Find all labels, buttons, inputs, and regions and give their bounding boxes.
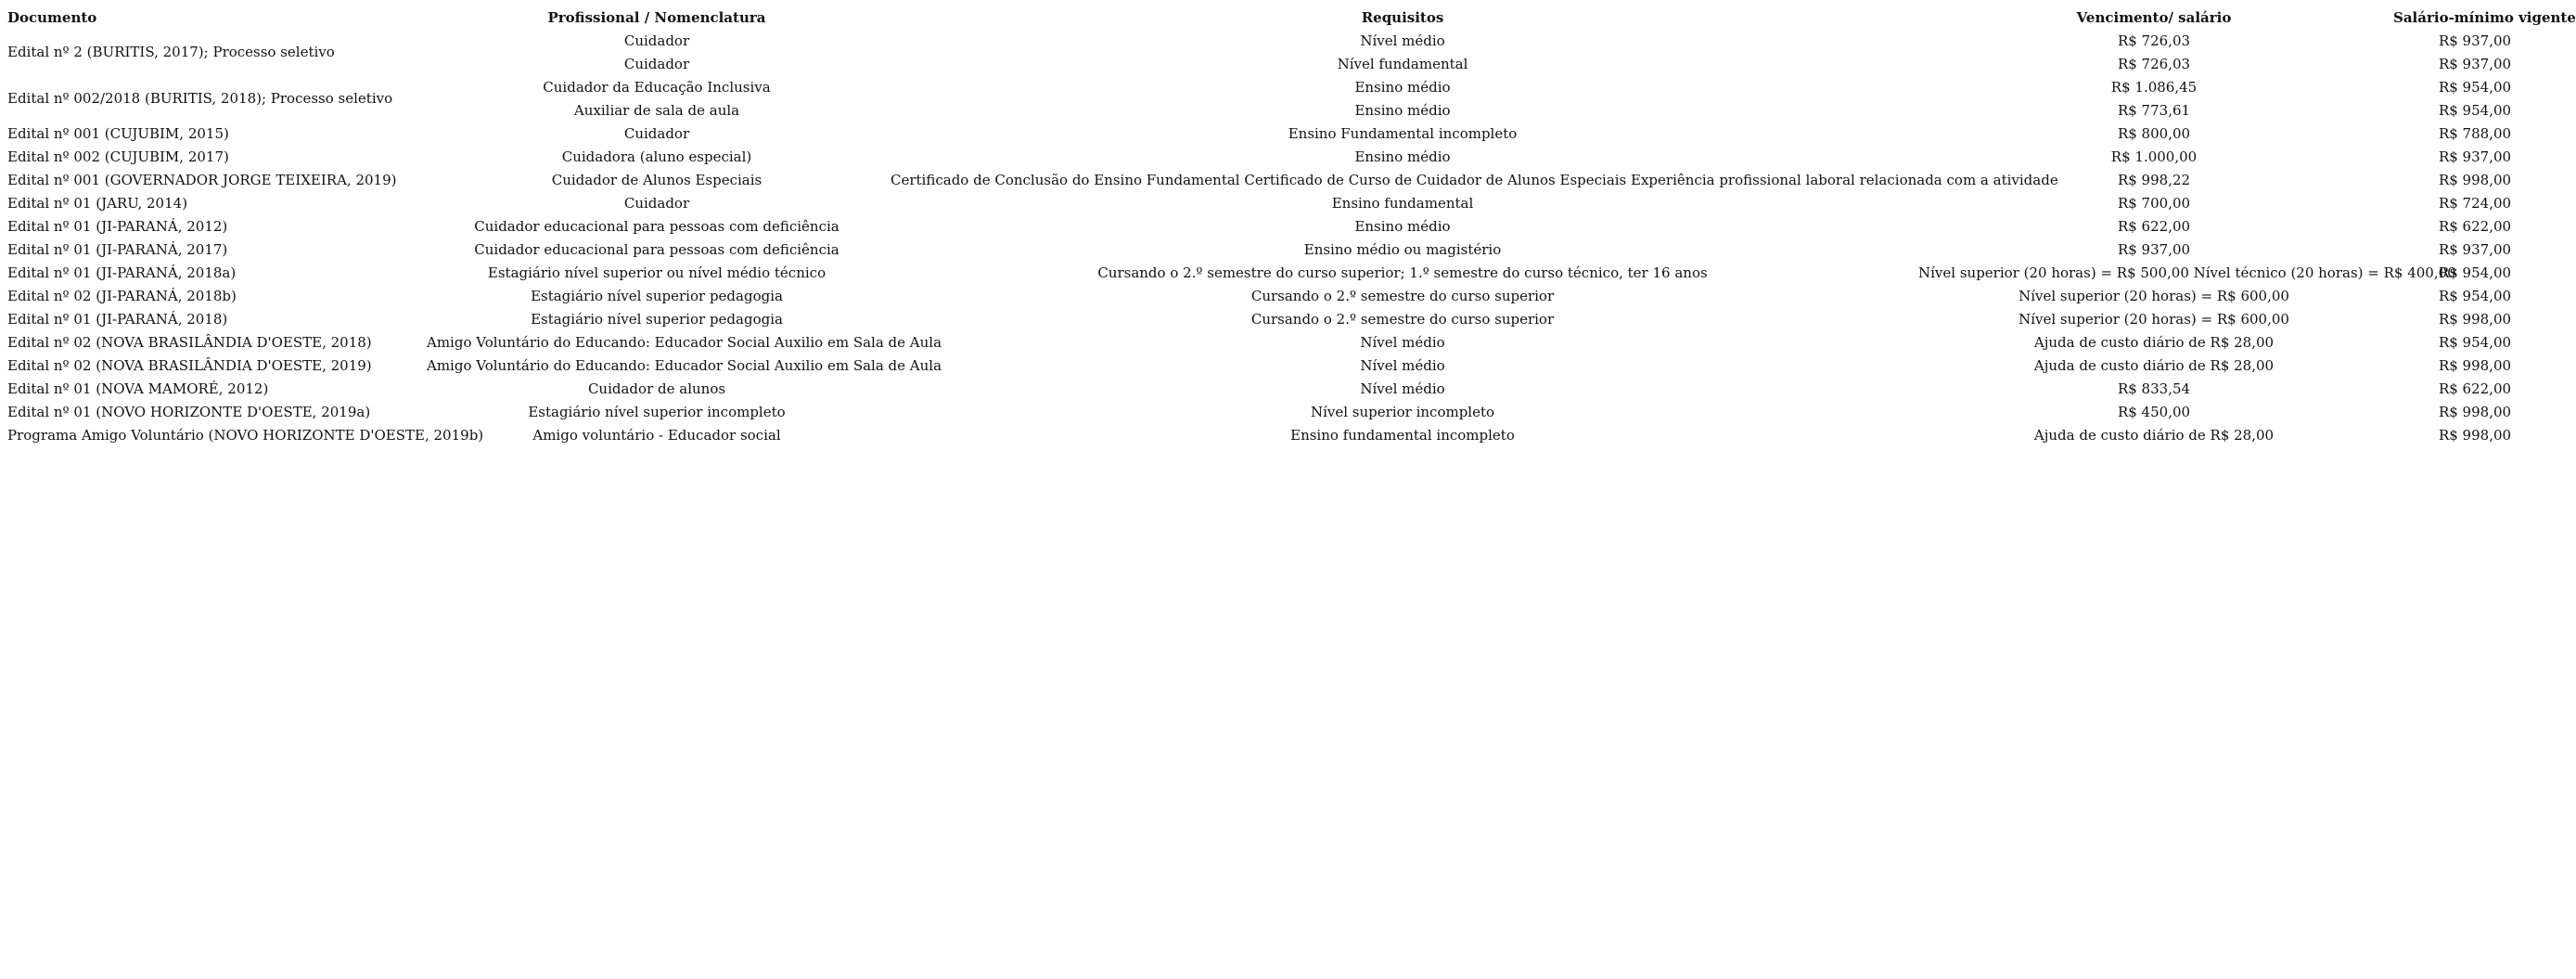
cell-vencimento: R$ 450,00 [2117, 403, 2191, 420]
table-row [6, 284, 2558, 307]
cell-documento: Programa Amigo Voluntário (NOVO HORIZONTE D'OESTE, 2019b) [7, 426, 484, 444]
cell-documento: Edital nº 01 (JI-PARANÁ, 2012) [7, 217, 228, 235]
cell-vencimento: R$ 700,00 [2117, 194, 2191, 212]
cell-documento: Edital nº 01 (NOVO HORIZONTE D'OESTE, 2019a) [7, 403, 371, 420]
cell-profissional: Cuidador educacional para pessoas com deficiência [474, 240, 839, 258]
cell-requisitos: Ensino médio [1354, 101, 1451, 119]
cell-salario-minimo: R$ 998,00 [2438, 310, 2512, 328]
cell-requisitos: Nível médio [1360, 356, 1445, 374]
cell-requisitos: Certificado de Conclusão do Ensino Fundamental Certificado de Curso de Cuidador de Alunos Especiais Experiência profissional laboral relacionada com a atividade [891, 171, 2058, 188]
table-row [6, 307, 2558, 330]
header-documento: Documento [7, 8, 97, 26]
cell-documento: Edital nº 01 (JARU, 2014) [7, 194, 188, 212]
cell-profissional: Amigo Voluntário do Educando: Educador Social Auxilio em Sala de Aula [427, 356, 942, 374]
cell-requisitos: Ensino médio [1354, 78, 1451, 96]
cell-documento: Edital nº 001 (GOVERNADOR JORGE TEIXEIRA, 2019) [7, 171, 397, 188]
cell-requisitos: Ensino fundamental [1331, 194, 1474, 212]
cell-vencimento: R$ 937,00 [2117, 240, 2191, 258]
cell-documento: Edital nº 02 (JI-PARANÁ, 2018b) [7, 287, 237, 304]
cell-profissional: Cuidador [623, 194, 690, 212]
header-requisitos: Requisitos [1361, 8, 1444, 26]
cell-profissional: Cuidador [623, 124, 690, 142]
header-vencimento: Vencimento/ salário [2076, 8, 2232, 26]
cell-salario-minimo: R$ 937,00 [2438, 32, 2512, 49]
table-row [6, 354, 2558, 377]
cell-salario-minimo: R$ 937,00 [2438, 55, 2512, 72]
cell-vencimento: R$ 1.000,00 [2110, 148, 2198, 165]
cell-profissional: Cuidador educacional para pessoas com deficiência [474, 217, 839, 235]
table-row [6, 261, 2558, 284]
cell-documento: Edital nº 01 (JI-PARANÁ, 2017) [7, 240, 228, 258]
cell-vencimento: Ajuda de custo diário de R$ 28,00 [2033, 426, 2275, 444]
cell-documento: Edital nº 01 (JI-PARANÁ, 2018a) [7, 264, 237, 281]
cell-salario-minimo: R$ 954,00 [2438, 333, 2512, 351]
table-row [6, 377, 2558, 400]
cell-profissional: Cuidador da Educação Inclusiva [543, 78, 771, 96]
cell-documento: Edital nº 002/2018 (BURITIS, 2018); Processo seletivo [7, 90, 393, 107]
cell-documento: Edital nº 001 (CUJUBIM, 2015) [7, 124, 229, 142]
cell-vencimento: Nível superior (20 horas) = R$ 600,00 [2019, 287, 2289, 304]
table-row [6, 214, 2558, 238]
cell-vencimento: R$ 800,00 [2117, 124, 2191, 142]
table-row [6, 191, 2558, 214]
cell-salario-minimo: R$ 622,00 [2438, 217, 2512, 235]
editais-table [6, 6, 2576, 446]
cell-salario-minimo: R$ 622,00 [2438, 380, 2512, 397]
cell-requisitos: Cursando o 2.º semestre do curso superior [1250, 310, 1555, 328]
cell-profissional: Amigo Voluntário do Educando: Educador Social Auxilio em Sala de Aula [427, 333, 942, 351]
cell-profissional: Cuidador [623, 55, 690, 72]
cell-salario-minimo: R$ 954,00 [2438, 264, 2512, 281]
table-row [6, 423, 2558, 446]
cell-profissional: Estagiário nível superior pedagogia [531, 287, 783, 304]
cell-requisitos: Ensino médio ou magistério [1303, 240, 1502, 258]
cell-requisitos: Ensino fundamental incompleto [1290, 426, 1515, 444]
cell-salario-minimo: R$ 937,00 [2438, 148, 2512, 165]
cell-requisitos: Nível superior incompleto [1310, 403, 1495, 420]
cell-salario-minimo: R$ 954,00 [2438, 287, 2512, 304]
cell-requisitos: Ensino médio [1354, 148, 1451, 165]
table-row [6, 122, 2558, 145]
cell-vencimento: Ajuda de custo diário de R$ 28,00 [2033, 356, 2275, 374]
cell-profissional: Estagiário nível superior incompleto [528, 403, 786, 420]
cell-salario-minimo: R$ 954,00 [2438, 101, 2512, 119]
header-profissional: Profissional / Nomenclatura [547, 8, 766, 26]
cell-requisitos: Cursando o 2.º semestre do curso superior [1250, 287, 1555, 304]
table-row [6, 330, 2558, 354]
header-salario-minimo: Salário-mínimo vigente [2393, 8, 2576, 26]
table-row [6, 29, 2558, 52]
cell-salario-minimo: R$ 937,00 [2438, 240, 2512, 258]
cell-vencimento: R$ 622,00 [2117, 217, 2191, 235]
cell-vencimento: R$ 773,61 [2117, 101, 2191, 119]
cell-salario-minimo: R$ 724,00 [2438, 194, 2512, 212]
cell-profissional: Cuidador [623, 32, 690, 49]
cell-requisitos: Nível médio [1360, 32, 1445, 49]
cell-documento: Edital nº 01 (NOVA MAMORÉ, 2012) [7, 380, 269, 397]
table-row [6, 168, 2558, 191]
cell-salario-minimo: R$ 954,00 [2438, 78, 2512, 96]
table-row [6, 400, 2558, 423]
cell-vencimento: R$ 726,03 [2117, 32, 2191, 49]
cell-requisitos: Cursando o 2.º semestre do curso superior; 1.º semestre do curso técnico, ter 16 anos [1097, 264, 1708, 281]
cell-salario-minimo: R$ 998,00 [2438, 171, 2512, 188]
cell-profissional: Cuidadora (aluno especial) [561, 148, 752, 165]
cell-salario-minimo: R$ 788,00 [2438, 124, 2512, 142]
cell-profissional: Cuidador de alunos [587, 380, 726, 397]
cell-requisitos: Nível médio [1360, 333, 1445, 351]
table-header-row [6, 6, 2558, 29]
table-row [6, 238, 2558, 261]
cell-requisitos: Ensino Fundamental incompleto [1288, 124, 1518, 142]
cell-vencimento: R$ 833,54 [2117, 380, 2191, 397]
cell-salario-minimo: R$ 998,00 [2438, 426, 2512, 444]
table-body [6, 29, 2558, 446]
cell-documento: Edital nº 01 (JI-PARANÁ, 2018) [7, 310, 228, 328]
cell-profissional: Auxiliar de sala de aula [573, 101, 740, 119]
cell-documento: Edital nº 002 (CUJUBIM, 2017) [7, 148, 229, 165]
cell-requisitos: Nível médio [1360, 380, 1445, 397]
cell-vencimento: R$ 726,03 [2117, 55, 2191, 72]
cell-vencimento: R$ 998,22 [2117, 171, 2191, 188]
cell-vencimento: Nível superior (20 horas) = R$ 600,00 [2019, 310, 2289, 328]
cell-profissional: Amigo voluntário - Educador social [532, 426, 781, 444]
cell-vencimento: R$ 1.086,45 [2110, 78, 2198, 96]
cell-vencimento: Nível superior (20 horas) = R$ 500,00 Nível técnico (20 horas) = R$ 400,00 [1918, 264, 2456, 281]
cell-requisitos: Ensino médio [1354, 217, 1451, 235]
cell-salario-minimo: R$ 998,00 [2438, 403, 2512, 420]
cell-vencimento: Ajuda de custo diário de R$ 28,00 [2033, 333, 2275, 351]
cell-documento: Edital nº 2 (BURITIS, 2017); Processo seletivo [7, 44, 335, 60]
table-row [6, 75, 2558, 98]
cell-documento: Edital nº 02 (NOVA BRASILÂNDIA D'OESTE, 2019) [7, 356, 372, 374]
document-table-container [6, 6, 2576, 446]
table-row [6, 145, 2558, 168]
cell-requisitos: Nível fundamental [1337, 55, 1468, 72]
cell-salario-minimo: R$ 998,00 [2438, 356, 2512, 374]
cell-documento: Edital nº 02 (NOVA BRASILÂNDIA D'OESTE, 2018) [7, 333, 372, 351]
cell-profissional: Estagiário nível superior pedagogia [531, 310, 783, 328]
cell-profissional: Cuidador de Alunos Especiais [551, 171, 763, 188]
cell-profissional: Estagiário nível superior ou nível médio técnico [487, 264, 827, 281]
